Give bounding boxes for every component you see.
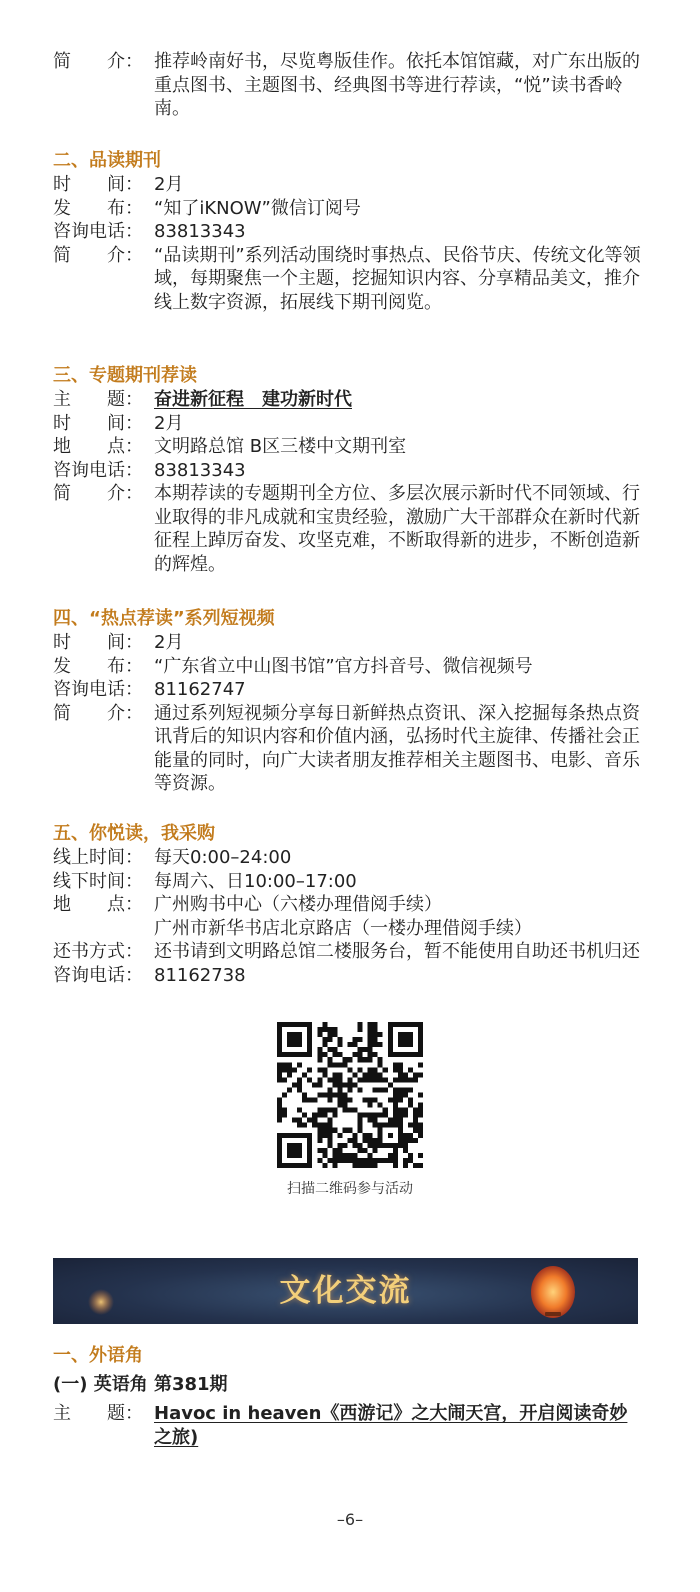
- field-label: 主 题：: [53, 389, 143, 410]
- field-row: [53, 964, 643, 988]
- section-journals: [53, 149, 643, 314]
- field-value: 2月: [154, 174, 184, 195]
- field-row: [53, 435, 643, 459]
- field-row: [53, 459, 643, 483]
- section-foreign-language: [53, 1344, 643, 1449]
- field-label: 发 布：: [53, 197, 143, 219]
- intro-row: [53, 50, 643, 121]
- field-label: 咨询电话：: [53, 221, 143, 242]
- field-label: 时 间：: [53, 412, 143, 434]
- field-value: 每天0:00–24:00: [154, 847, 292, 868]
- intro-block: [53, 50, 643, 121]
- field-value: 通过系列短视频分享每日新鲜热点资讯、深入挖掘每条热点资讯背后的知识内容和价值内涵，弘扬时代主旋律、传播社会正能量的同时，向广大读者朋友推荐相关主题图书、电影、音乐等资源。: [154, 702, 640, 794]
- topic-row: [53, 388, 643, 412]
- field-value: 81162747: [154, 679, 246, 700]
- topic-link[interactable]: 奋进新征程 建功新时代: [154, 389, 352, 410]
- field-row: [53, 244, 643, 315]
- field-value: 83813343: [154, 459, 246, 481]
- section-heading: 五、你悦读，我采购: [53, 823, 215, 844]
- field-label: 主 题：: [53, 1403, 143, 1424]
- field-value: 广州购书中心（六楼办理借阅手续）: [154, 894, 442, 915]
- page-number: –6–: [336, 1510, 364, 1529]
- qr-caption: 扫描二维码参与活动: [287, 1181, 413, 1197]
- field-label: 时 间：: [53, 174, 143, 195]
- field-row: [53, 846, 643, 870]
- field-label: 咨询电话：: [53, 459, 143, 481]
- section-heading: 二、品读期刊: [53, 150, 161, 171]
- field-row: [53, 173, 643, 197]
- field-label: 还书方式：: [53, 941, 143, 962]
- field-label: 线上时间：: [53, 847, 143, 868]
- field-value: “品读期刊”系列活动围绕时事热点、民俗节庆、传统文化等领域，每期聚焦一个主题，挖掘知识内容、分享精品美文，推介线上数字资源，拓展线下期刊阅览。: [154, 244, 641, 313]
- field-label: 发 布：: [53, 655, 143, 677]
- topic-row: [53, 1402, 643, 1449]
- field-row: [53, 220, 643, 244]
- field-value: 2月: [154, 632, 184, 653]
- banner-title: 文化交流: [279, 1273, 412, 1309]
- field-row: [53, 631, 643, 655]
- field-value: “知了iKNOW”微信订阅号: [154, 197, 361, 219]
- field-value: 文明路总馆 B区三楼中文期刊室: [154, 436, 407, 457]
- field-value: 推荐岭南好书，尽览粤版佳作。依托本馆馆藏，对广东出版的重点图书、主题图书、经典图书等进行荐读，“悦”读书香岭南。: [154, 51, 640, 119]
- field-row: [53, 678, 643, 702]
- field-label: 简 介：: [53, 51, 143, 72]
- section-heading: 一、外语角: [53, 1345, 143, 1366]
- field-label: 咨询电话：: [53, 964, 143, 986]
- field-value: 每周六、日10:00–17:00: [154, 870, 357, 892]
- field-value: 83813343: [154, 221, 246, 242]
- field-label: 地 点：: [53, 436, 143, 457]
- field-value: 还书请到文明路总馆二楼服务台，暂不能使用自助还书机归还: [154, 941, 640, 962]
- field-value: 2月: [154, 412, 184, 434]
- qr-code[interactable]: [277, 1022, 423, 1168]
- field-label: [53, 917, 154, 941]
- topic-link[interactable]: Havoc in heaven《西游记》之大闹天宫，开启阅读奇妙之旅): [154, 1403, 628, 1448]
- section-heading: 四、“热点荐读”系列短视频: [53, 608, 275, 629]
- section-banner: [53, 1258, 638, 1324]
- field-label: 简 介：: [53, 702, 143, 724]
- field-row: [53, 482, 643, 576]
- section-purchase: [53, 822, 643, 987]
- field-row: [53, 702, 643, 796]
- field-value: 广州市新华书店北京路店（一楼办理借阅手续）: [154, 917, 532, 939]
- section-heading: 三、专题期刊荐读: [53, 365, 197, 386]
- field-row: [53, 655, 643, 679]
- field-label: 时 间：: [53, 632, 143, 653]
- field-label: 简 介：: [53, 483, 143, 504]
- qr-block: [0, 1022, 700, 1198]
- field-row: [53, 870, 643, 894]
- field-row: [53, 893, 643, 917]
- field-row: [53, 940, 643, 964]
- field-row: [53, 197, 643, 221]
- field-label: 简 介：: [53, 244, 143, 266]
- field-label: 咨询电话：: [53, 679, 143, 700]
- field-value: 81162738: [154, 964, 246, 986]
- field-label: 地 点：: [53, 894, 143, 915]
- field-value: 本期荐读的专题期刊全方位、多层次展示新时代不同领域、行业取得的非凡成就和宝贵经验，激励广大干部群众在新时代新征程上踔厉奋发、攻坚克难，不断取得新的进步，不断创造新的辉煌。: [154, 483, 640, 575]
- field-row: [53, 917, 643, 941]
- field-label: 线下时间：: [53, 870, 143, 892]
- section-hot-videos: [53, 607, 643, 796]
- field-row: [53, 412, 643, 436]
- field-value: “广东省立中山图书馆”官方抖音号、微信视频号: [154, 655, 533, 677]
- sub-heading: (一) 英语角 第381期: [53, 1374, 228, 1395]
- section-special-journals: [53, 364, 643, 576]
